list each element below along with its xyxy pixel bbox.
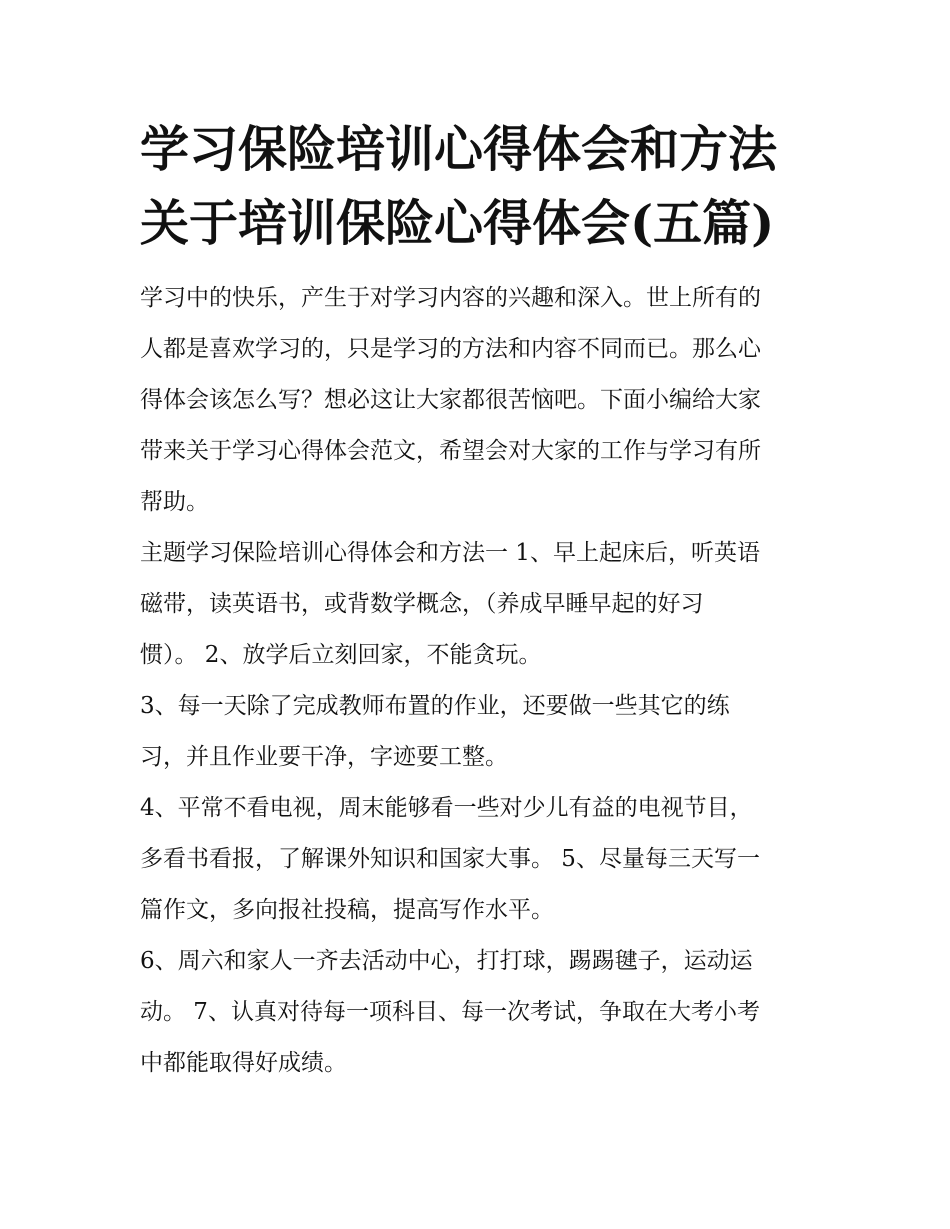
body-line: 人都是喜欢学习的，只是学习的方法和内容不同而已。那么心	[140, 336, 761, 362]
body-line: 习，并且作业要干净，字迹要工整。	[140, 744, 508, 770]
body-line: 动。 7、认真对待每一项科目、每一次考试，争取在大考小考	[140, 999, 760, 1025]
body-line: 中都能取得好成绩。	[140, 1050, 347, 1076]
title-line-1: 学习保险培训心得体会和方法	[140, 120, 778, 178]
body-line: 带来关于学习心得体会范文，希望会对大家的工作与学习有所	[140, 438, 761, 464]
body-line: 得体会该怎么写？想必这让大家都很苦恼吧。下面小编给大家	[140, 387, 761, 413]
body-line: 主题学习保险培训心得体会和方法一 1、早上起床后，听英语	[140, 540, 760, 566]
body-line: 6、周六和家人一齐去活动中心，打打球，踢踢毽子，运动运	[140, 948, 753, 974]
body-line: 学习中的快乐，产生于对学习内容的兴趣和深入。世上所有的	[140, 285, 761, 311]
title-line-2: 关于培训保险心得体会(五篇)	[140, 194, 775, 252]
body-line: 4、平常不看电视，周末能够看一些对少儿有益的电视节目，	[140, 795, 753, 821]
body-line: 3、每一天除了完成教师布置的作业，还要做一些其它的练	[140, 693, 730, 719]
body-line: 惯）。 2、放学后立刻回家，不能贪玩。	[140, 642, 542, 668]
document-title	[140, 112, 820, 260]
body-line: 多看书看报，了解课外知识和国家大事。 5、尽量每三天写一	[140, 846, 760, 872]
body-line: 磁带，读英语书，或背数学概念，（养成早睡早起的好习	[140, 591, 704, 617]
body-line: 帮助。	[140, 489, 209, 515]
body-line: 篇作文，多向报社投稿，提高写作水平。	[140, 897, 554, 923]
